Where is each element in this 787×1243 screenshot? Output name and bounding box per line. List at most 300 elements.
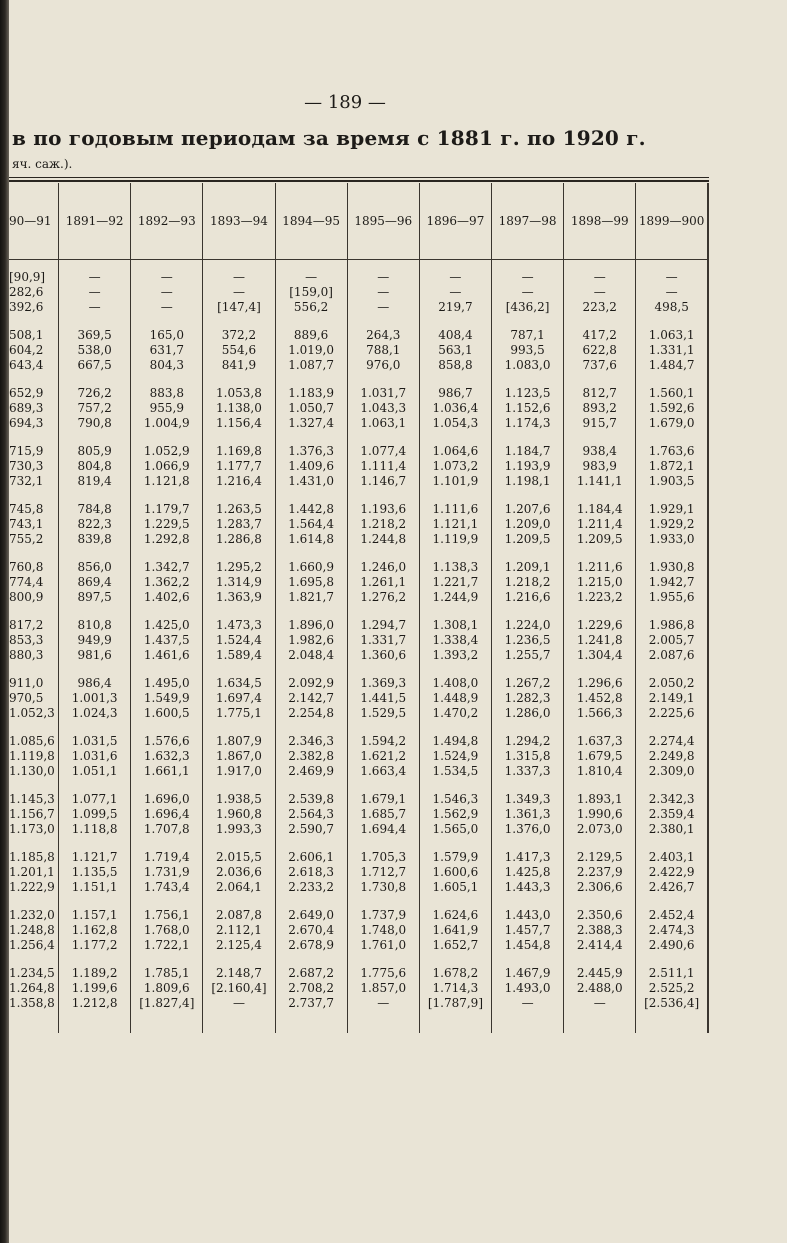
table-cell: 1.145,3	[9, 792, 55, 806]
spacer-cell	[203, 260, 275, 271]
column-header: 1891—92	[59, 183, 131, 260]
table-cell: 986,7	[419, 386, 491, 401]
table-cell: —	[275, 270, 347, 285]
table-cell: 911,0	[9, 676, 44, 690]
table-cell: 1.294,2	[492, 734, 564, 749]
table-cell: 1.043,3	[347, 401, 419, 416]
spacer-cell	[203, 1011, 275, 1033]
table-cell: 981,6	[59, 648, 131, 663]
spacer-cell	[636, 1011, 708, 1033]
table-cell: 1.119,8	[9, 749, 55, 763]
table-cell: 1.743,4	[131, 880, 203, 895]
spacer-cell	[564, 895, 636, 908]
table-row	[9, 749, 708, 764]
spacer-cell	[492, 779, 564, 792]
table-row	[9, 734, 708, 749]
spacer-cell	[203, 895, 275, 908]
spacer-cell	[9, 953, 59, 966]
table-cell: 1.331,7	[347, 633, 419, 648]
table-row	[9, 807, 708, 822]
table-row	[9, 532, 708, 547]
table-cell: 2.237,9	[564, 865, 636, 880]
table-cell: 2.678,9	[275, 938, 347, 953]
table-cell: 1.930,8	[636, 560, 708, 575]
table-row	[9, 300, 708, 315]
spacer-cell	[347, 260, 419, 271]
table-cell: 1.292,8	[131, 532, 203, 547]
column-header: 1897—98	[492, 183, 564, 260]
table-cell: —	[59, 270, 131, 285]
spacer-cell	[492, 431, 564, 444]
table-cell: —	[492, 270, 564, 285]
table-cell: 1.248,8	[9, 923, 55, 937]
spacer-cell	[9, 779, 59, 792]
spacer-cell	[564, 315, 636, 328]
table-cell: 1.063,1	[347, 416, 419, 431]
table-cell: 1.546,3	[419, 792, 491, 807]
spacer-cell	[131, 373, 203, 386]
spacer-cell	[564, 260, 636, 271]
table-cell: 508,1	[9, 328, 44, 342]
table-cell: 1.441,5	[347, 691, 419, 706]
table-row	[9, 865, 708, 880]
table-cell: 2.346,3	[275, 734, 347, 749]
spacer-row	[9, 953, 708, 966]
table-cell: 1.768,0	[131, 923, 203, 938]
table-cell: [1.827,4]	[131, 996, 203, 1011]
table-cell: 556,2	[275, 300, 347, 315]
spacer-cell	[131, 260, 203, 271]
table-row	[9, 358, 708, 373]
table-cell: —	[347, 300, 419, 315]
table-cell: 1.064,6	[419, 444, 491, 459]
table-cell: 1.775,1	[203, 706, 275, 721]
spacer-cell	[492, 373, 564, 386]
table-cell: 1.099,5	[59, 807, 131, 822]
spacer-cell	[131, 895, 203, 908]
table-cell: 1.118,8	[59, 822, 131, 837]
table-cell: 817,2	[9, 618, 44, 632]
table-cell: 1.077,4	[347, 444, 419, 459]
table-row	[9, 328, 708, 343]
table-cell: 2.426,7	[636, 880, 708, 895]
table-cell: 1.990,6	[564, 807, 636, 822]
spacer-cell	[203, 547, 275, 560]
table-cell: 1.212,8	[59, 996, 131, 1011]
spacer-cell	[59, 605, 131, 618]
table-cell: —	[59, 300, 131, 315]
table-cell: 1.437,5	[131, 633, 203, 648]
table-cell: 1.209,5	[564, 532, 636, 547]
table-row	[9, 822, 708, 837]
table-row	[9, 706, 708, 721]
table-cell: 1.085,6	[9, 734, 55, 748]
spacer-cell	[131, 489, 203, 502]
table-row	[9, 517, 708, 532]
spacer-cell	[9, 663, 59, 676]
table-cell: 2.422,9	[636, 865, 708, 880]
table-cell: 819,4	[59, 474, 131, 489]
spacer-cell	[492, 895, 564, 908]
table-cell: 1.589,4	[203, 648, 275, 663]
spacer-cell	[492, 315, 564, 328]
column-header: 1898—99	[564, 183, 636, 260]
table-cell: 1.685,7	[347, 807, 419, 822]
spacer-cell	[636, 489, 708, 502]
table-cell: 1.294,7	[347, 618, 419, 633]
table-cell: 1.234,5	[9, 966, 55, 980]
table-cell: 1.255,7	[492, 648, 564, 663]
spacer-cell	[59, 260, 131, 271]
table-cell: 1.199,6	[59, 981, 131, 996]
spacer-cell	[564, 837, 636, 850]
table-cell: 1.872,1	[636, 459, 708, 474]
spacer-cell	[564, 779, 636, 792]
table-cell: 1.457,7	[492, 923, 564, 938]
table-cell: 955,9	[131, 401, 203, 416]
spacer-row	[9, 605, 708, 618]
table-cell: 2.511,1	[636, 966, 708, 981]
table-cell: 1.216,6	[492, 590, 564, 605]
table-cell: 1.218,2	[347, 517, 419, 532]
table-cell: —	[131, 285, 203, 300]
table-cell: 1.600,5	[131, 706, 203, 721]
table-cell: 223,2	[564, 300, 636, 315]
table-cell: 1.327,4	[275, 416, 347, 431]
table-cell: 1.763,6	[636, 444, 708, 459]
table-row	[9, 459, 708, 474]
table-cell: 1.222,9	[9, 880, 55, 894]
table-cell: 2.073,0	[564, 822, 636, 837]
table-cell: 730,3	[9, 459, 44, 473]
table-cell: 2.309,0	[636, 764, 708, 779]
table-cell: 1.705,3	[347, 850, 419, 865]
table-cell: 1.246,0	[347, 560, 419, 575]
table-cell: 1.244,9	[419, 590, 491, 605]
spacer-cell	[347, 373, 419, 386]
table-cell: 1.929,2	[636, 517, 708, 532]
table-cell: 1.177,2	[59, 938, 131, 953]
table-cell: 804,8	[59, 459, 131, 474]
table-cell: —	[131, 300, 203, 315]
spacer-cell	[9, 895, 59, 908]
spacer-cell	[131, 953, 203, 966]
spacer-cell	[636, 431, 708, 444]
table-cell: 883,8	[131, 386, 203, 401]
column-header: 1892—93	[131, 183, 203, 260]
table-cell: 2.564,3	[275, 807, 347, 822]
table-cell: 1.031,7	[347, 386, 419, 401]
spacer-cell	[59, 953, 131, 966]
spacer-cell	[131, 431, 203, 444]
table-cell: 1.211,4	[564, 517, 636, 532]
table-cell: 1.209,1	[492, 560, 564, 575]
top-rule-thin	[9, 177, 709, 178]
table-cell: 2.036,6	[203, 865, 275, 880]
table-row	[9, 792, 708, 807]
table-cell: 563,1	[419, 343, 491, 358]
table-cell: 726,2	[59, 386, 131, 401]
table-cell: 369,5	[59, 328, 131, 343]
table-cell: 264,3	[347, 328, 419, 343]
table-cell: 1.454,8	[492, 938, 564, 953]
table-cell: 1.761,0	[347, 938, 419, 953]
table-cell: 1.809,6	[131, 981, 203, 996]
table-cell: 2.064,1	[203, 880, 275, 895]
table-cell: 1.221,7	[419, 575, 491, 590]
table-cell: 622,8	[564, 343, 636, 358]
table-cell: 165,0	[131, 328, 203, 343]
table-cell: 1.730,8	[347, 880, 419, 895]
table-cell: 1.053,8	[203, 386, 275, 401]
table-cell: 1.443,3	[492, 880, 564, 895]
table-cell: 1.036,4	[419, 401, 491, 416]
table-cell: 1.393,2	[419, 648, 491, 663]
table-cell: 1.361,3	[492, 807, 564, 822]
table-cell: 1.141,1	[564, 474, 636, 489]
table-cell: 1.138,0	[203, 401, 275, 416]
table-cell: 2.490,6	[636, 938, 708, 953]
table-cell: 2.129,5	[564, 850, 636, 865]
spacer-cell	[636, 373, 708, 386]
table-cell: —	[347, 996, 419, 1011]
table-cell: 800,9	[9, 590, 44, 604]
table-cell: 2.149,1	[636, 691, 708, 706]
spacer-row	[9, 779, 708, 792]
table-cell: 1.223,2	[564, 590, 636, 605]
spacer-cell	[203, 315, 275, 328]
spacer-cell	[564, 547, 636, 560]
table-cell: 737,6	[564, 358, 636, 373]
table-cell: —	[636, 285, 708, 300]
table-cell: 1.162,8	[59, 923, 131, 938]
column-header: 1896—97	[419, 183, 491, 260]
table-cell: 1.929,1	[636, 502, 708, 517]
table-cell: 1.560,1	[636, 386, 708, 401]
table-cell: 2.445,9	[564, 966, 636, 981]
spacer-cell	[59, 1011, 131, 1033]
table-cell: 2.050,2	[636, 676, 708, 691]
table-cell: 1.342,7	[131, 560, 203, 575]
table-cell: 2.452,4	[636, 908, 708, 923]
table-cell: 1.576,6	[131, 734, 203, 749]
spacer-cell	[275, 953, 347, 966]
table-cell: 1.408,0	[419, 676, 491, 691]
table-cell: 1.209,0	[492, 517, 564, 532]
top-rule-thick	[9, 180, 709, 182]
table-cell: 2.087,6	[636, 648, 708, 663]
table-cell: 1.261,1	[347, 575, 419, 590]
table-cell: 1.893,1	[564, 792, 636, 807]
table-cell: 1.731,9	[131, 865, 203, 880]
spacer-cell	[419, 605, 491, 618]
table-row	[9, 270, 708, 285]
table-cell: 1.173,0	[9, 822, 55, 836]
table-cell: 1.810,4	[564, 764, 636, 779]
table-cell: 498,5	[636, 300, 708, 315]
table-cell: 1.111,4	[347, 459, 419, 474]
table-cell: 1.756,1	[131, 908, 203, 923]
table-cell: 1.207,6	[492, 502, 564, 517]
table-cell: 1.218,2	[492, 575, 564, 590]
spacer-cell	[59, 315, 131, 328]
table-cell: 1.938,5	[203, 792, 275, 807]
table-cell: 1.184,4	[564, 502, 636, 517]
table-cell: 2.048,4	[275, 648, 347, 663]
table-cell: 1.376,3	[275, 444, 347, 459]
table-row	[9, 850, 708, 865]
spacer-cell	[492, 721, 564, 734]
spacer-cell	[347, 489, 419, 502]
spacer-cell	[347, 721, 419, 734]
table-cell: 1.696,4	[131, 807, 203, 822]
table-cell: 2.525,2	[636, 981, 708, 996]
table-cell: 1.417,3	[492, 850, 564, 865]
spacer-cell	[492, 663, 564, 676]
data-table	[9, 183, 709, 1033]
table-cell: 2.388,3	[564, 923, 636, 938]
table-title: в по годовым периодам за время с 1881 г. по 1920 г.	[12, 126, 646, 150]
table-cell: 2.469,9	[275, 764, 347, 779]
table-cell: 1.917,0	[203, 764, 275, 779]
table-row	[9, 938, 708, 953]
table-cell: 1.785,1	[131, 966, 203, 981]
table-cell: 1.189,2	[59, 966, 131, 981]
table-cell: 1.185,8	[9, 850, 55, 864]
table-cell: 1.338,4	[419, 633, 491, 648]
table-cell: 1.484,7	[636, 358, 708, 373]
table-body	[9, 260, 708, 1034]
table-cell: 2.005,7	[636, 633, 708, 648]
spacer-row	[9, 663, 708, 676]
table-row	[9, 923, 708, 938]
table-cell: 2.618,3	[275, 865, 347, 880]
table-cell: 993,5	[492, 343, 564, 358]
table-cell: 1.146,7	[347, 474, 419, 489]
spacer-cell	[131, 779, 203, 792]
table-cell: 392,6	[9, 300, 44, 314]
table-cell: 715,9	[9, 444, 44, 458]
spacer-cell	[564, 721, 636, 734]
table-cell: —	[564, 285, 636, 300]
table-cell: 219,7	[419, 300, 491, 315]
table-cell: 1.184,7	[492, 444, 564, 459]
table-row	[9, 575, 708, 590]
table-cell: 1.549,9	[131, 691, 203, 706]
table-cell: —	[564, 270, 636, 285]
table-cell: 2.092,9	[275, 676, 347, 691]
table-cell: —	[203, 996, 275, 1011]
spacer-cell	[564, 953, 636, 966]
spacer-cell	[492, 489, 564, 502]
table-cell: [1.787,9]	[419, 996, 491, 1011]
table-row	[9, 618, 708, 633]
table-cell: 1.123,5	[492, 386, 564, 401]
table-cell: 1.903,5	[636, 474, 708, 489]
table-cell: 1.409,6	[275, 459, 347, 474]
spacer-cell	[131, 837, 203, 850]
table-cell: 1.632,3	[131, 749, 203, 764]
table-cell: [159,0]	[275, 285, 347, 300]
table-cell: 983,9	[564, 459, 636, 474]
table-cell: 1.177,7	[203, 459, 275, 474]
table-cell: 1.111,6	[419, 502, 491, 517]
table-cell: 1.209,5	[492, 532, 564, 547]
spacer-cell	[275, 431, 347, 444]
spacer-cell	[636, 547, 708, 560]
table-row	[9, 691, 708, 706]
table-cell: 2.233,2	[275, 880, 347, 895]
spacer-cell	[564, 373, 636, 386]
table-cell: 1.024,3	[59, 706, 131, 721]
table-cell: 2.414,4	[564, 938, 636, 953]
table-cell: 1.216,4	[203, 474, 275, 489]
table-cell: —	[419, 285, 491, 300]
spacer-row	[9, 260, 708, 271]
table-cell: 2.670,4	[275, 923, 347, 938]
table-cell: 1.121,1	[419, 517, 491, 532]
spacer-cell	[347, 837, 419, 850]
table-cell: 1.256,4	[9, 938, 55, 952]
table-cell: 1.524,4	[203, 633, 275, 648]
spacer-cell	[9, 721, 59, 734]
table-cell: 1.264,8	[9, 981, 55, 995]
table-cell: 1.566,3	[564, 706, 636, 721]
spacer-cell	[347, 779, 419, 792]
table-cell: 1.376,0	[492, 822, 564, 837]
table-cell: 788,1	[347, 343, 419, 358]
spacer-cell	[131, 315, 203, 328]
table-cell: 1.719,4	[131, 850, 203, 865]
table-cell: 1.360,6	[347, 648, 419, 663]
table-cell: 1.637,3	[564, 734, 636, 749]
table-cell: 1.534,5	[419, 764, 491, 779]
spacer-cell	[564, 1011, 636, 1033]
table-cell: 1.600,6	[419, 865, 491, 880]
table-cell: 1.461,6	[131, 648, 203, 663]
spacer-cell	[419, 1011, 491, 1033]
table-cell: 1.663,4	[347, 764, 419, 779]
table-cell: —	[347, 270, 419, 285]
table-cell: 1.229,6	[564, 618, 636, 633]
table-cell: 1.493,0	[492, 981, 564, 996]
table-cell: 1.349,3	[492, 792, 564, 807]
table-cell: 1.050,7	[275, 401, 347, 416]
table-cell: 2.125,4	[203, 938, 275, 953]
table-row	[9, 764, 708, 779]
table-cell: 1.232,0	[9, 908, 55, 922]
table-cell: 1.073,2	[419, 459, 491, 474]
table-cell: 1.363,9	[203, 590, 275, 605]
table-cell: 1.369,3	[347, 676, 419, 691]
table-cell: 1.679,0	[636, 416, 708, 431]
table-cell: 1.495,0	[131, 676, 203, 691]
table-cell: 2.687,2	[275, 966, 347, 981]
table-row	[9, 416, 708, 431]
table-cell: 760,8	[9, 560, 44, 574]
table-cell: 631,7	[131, 343, 203, 358]
table-cell: 986,4	[59, 676, 131, 691]
table-cell: 1.605,1	[419, 880, 491, 895]
table-cell: 1.193,6	[347, 502, 419, 517]
table-cell: 1.066,9	[131, 459, 203, 474]
table-cell: 869,4	[59, 575, 131, 590]
table-header	[9, 183, 708, 260]
table-cell: 774,4	[9, 575, 44, 589]
table-cell: 408,4	[419, 328, 491, 343]
spacer-cell	[492, 1011, 564, 1033]
spacer-cell	[419, 779, 491, 792]
